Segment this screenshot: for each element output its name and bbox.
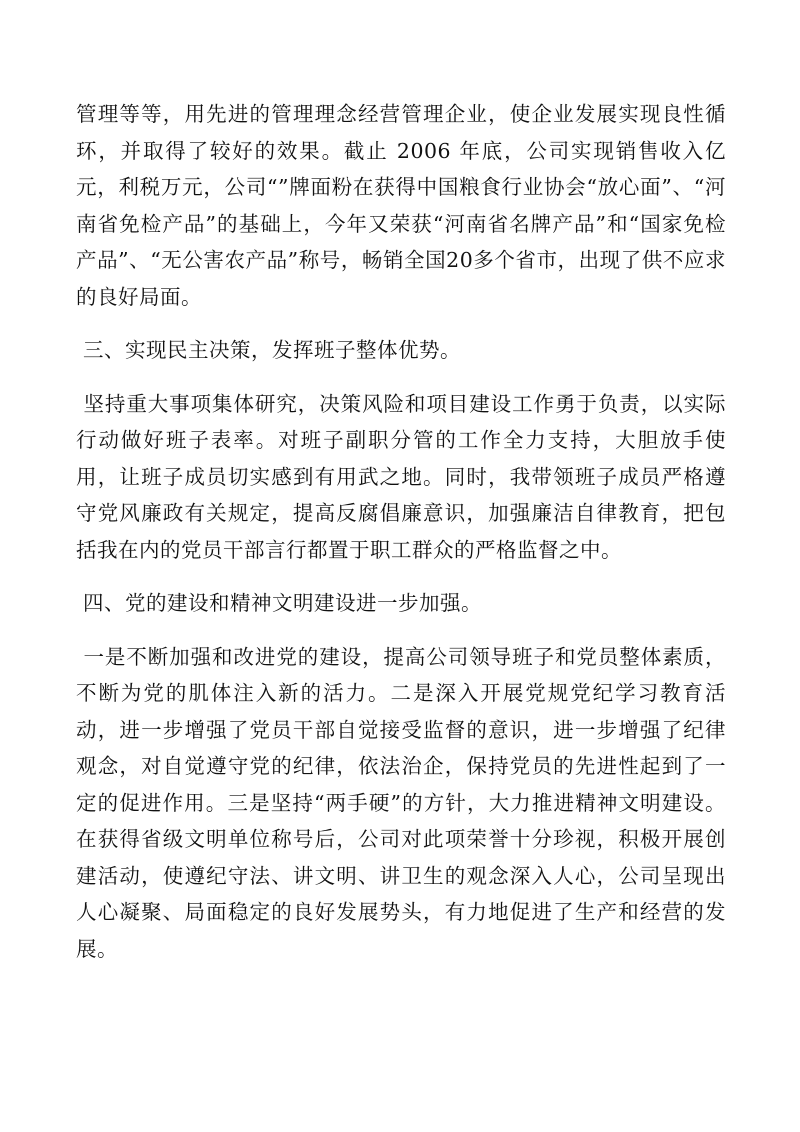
paragraph-team-leadership: 坚持重大事项集体研究，决策风险和项目建设工作勇于负责，以实际行动做好班子表率。对班子副职分管的工作全力支持，大胆放手使用，让班子成员切实感到有用武之地。同时，我带领班子成员严格遵守党风廉政有关规定，提高反腐倡廉意识，加强廉洁自律教育，把包括我在内的党员干部言行都置于职工群众的严格监督之中。 xyxy=(76,391,726,562)
paragraph-management-results: 管理等等，用先进的管理理念经营管理企业，使企业发展实现良性循环，并取得了较好的效果。截止 2006 年底，公司实现销售收入亿元，利税万元，公司“”牌面粉在获得中国粮食行业协会“放心面”、“河南省免检产品”的基础上，今年又荣获“河南省名牌产品”和“国家免检产品”、“无公害农产品”称号，畅销全国20多个省市，出现了供不应求的良好局面。 xyxy=(76,102,726,309)
paragraph-party-and-civilization: 一是不断加强和改进党的建设，提高公司领导班子和党员整体素质，不断为党的肌体注入新的活力。二是深入开展党规党纪学习教育活动，进一步增强了党员干部自觉接受监督的意识，进一步增强了纪律观念，对自觉遵守党的纪律，依法治企，保持党员的先进性起到了一定的促进作用。三是坚持“两手硬”的方针，大力推进精神文明建设。在获得省级文明单位称号后，公司对此项荣誉十分珍视，积极开展创建活动，使遵纪守法、讲文明、讲卫生的观念深入人心，公司呈现出人心凝聚、局面稳定的良好发展势头，有力地促进了生产和经营的发展。 xyxy=(76,644,726,961)
document-page xyxy=(76,96,726,967)
section-heading-party-building: 四、党的建设和精神文明建设进一步加强。 xyxy=(76,591,483,615)
section-heading-democratic-decision: 三、实现民主决策，发挥班子整体优势。 xyxy=(76,338,462,362)
